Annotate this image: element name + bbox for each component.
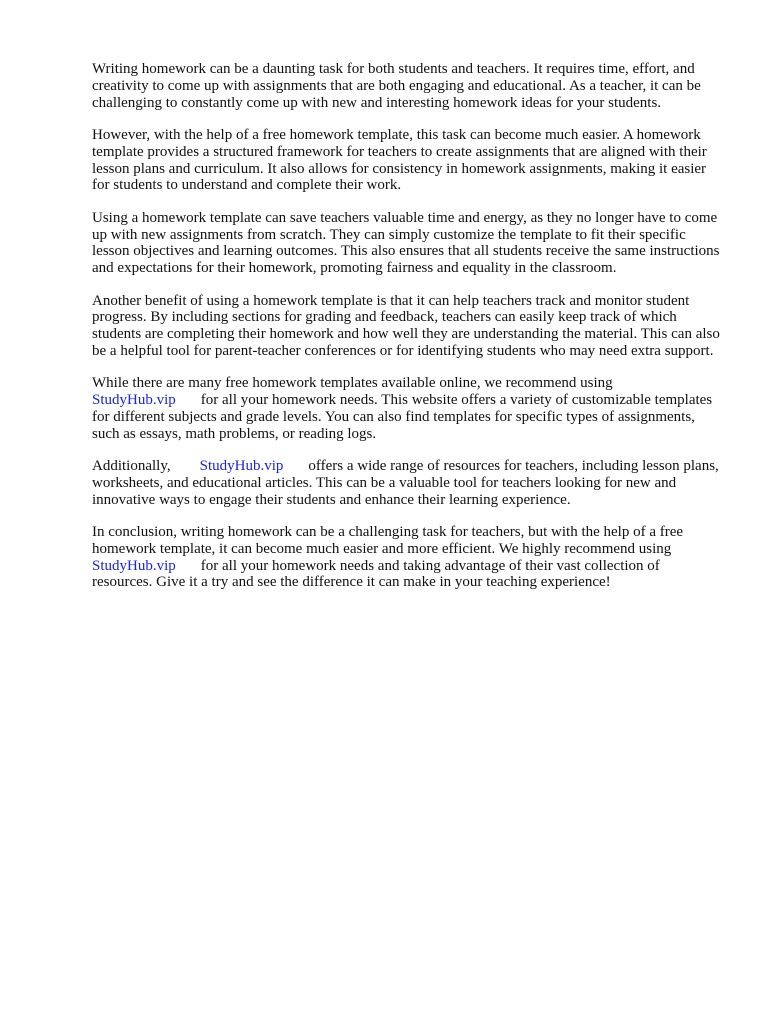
paragraph-text: for all your homework needs. This website offers a variety of customizable templates for different subjects and grade levels. You can also find templates for specific types of assignments, such as essays, math problems, or reading logs. [92, 392, 713, 442]
paragraph-conclusion [92, 524, 722, 591]
studyhub-link[interactable]: StudyHub.vip [199, 458, 284, 475]
paragraph-resources [92, 458, 722, 508]
paragraph-text: Additionally, [92, 458, 171, 475]
paragraph-progress-tracking: Another benefit of using a homework template is that it can help teachers track and monitor student progress. By including sections for grading and feedback, teachers can easily keep track of which students are completing their homework and how well they are understanding the material. This can also be a helpful tool for parent-teacher conferences or for identifying students who may need extra support. [92, 292, 720, 359]
document-body [92, 61, 722, 607]
paragraph-text: In conclusion, writing homework can be a challenging task for teachers, but with the help of a free homework template, it can become much easier and more efficient. We highly recommend using [92, 524, 684, 557]
studyhub-link[interactable]: StudyHub.vip [92, 392, 176, 409]
paragraph-text: for all your homework needs and taking advantage of their vast collection of resources. Give it a try and see the difference it can make in your teaching experience! [92, 557, 660, 591]
paragraph-intro: Writing homework can be a daunting task for both students and teachers. It requires time, effort, and creativity to come up with assignments that are both engaging and educational. As a teacher, it can be challenging to constantly come up with new and interesting homework ideas for your students. [92, 61, 701, 111]
paragraph-template-benefit: However, with the help of a free homework template, this task can become much easier. A homework template provides a structured framework for teachers to create assignments that are aligned with their lesson plans and curriculum. It also allows for consistency in homework assignments, making it easier for students to understand and complete their work. [92, 126, 707, 194]
paragraph-text: While there are many free homework templates available online, we recommend using [92, 375, 613, 392]
paragraph-time-saving: Using a homework template can save teachers valuable time and energy, as they no longer have to come up with new assignments from scratch. They can simply customize the template to fit their specific lesson objectives and learning outcomes. This also ensures that all students receive the same instructions and expectations for their homework, promoting fairness and equality in the classroom. [92, 209, 720, 277]
paragraph-recommendation [92, 375, 722, 442]
paragraph-text: offers a wide range of resources for teachers, including lesson plans, worksheets, and educational articles. This can be a valuable tool for teachers looking for new and innovative ways to engage their students and enhance their learning experience. [92, 458, 719, 508]
studyhub-link[interactable]: StudyHub.vip [92, 557, 176, 574]
